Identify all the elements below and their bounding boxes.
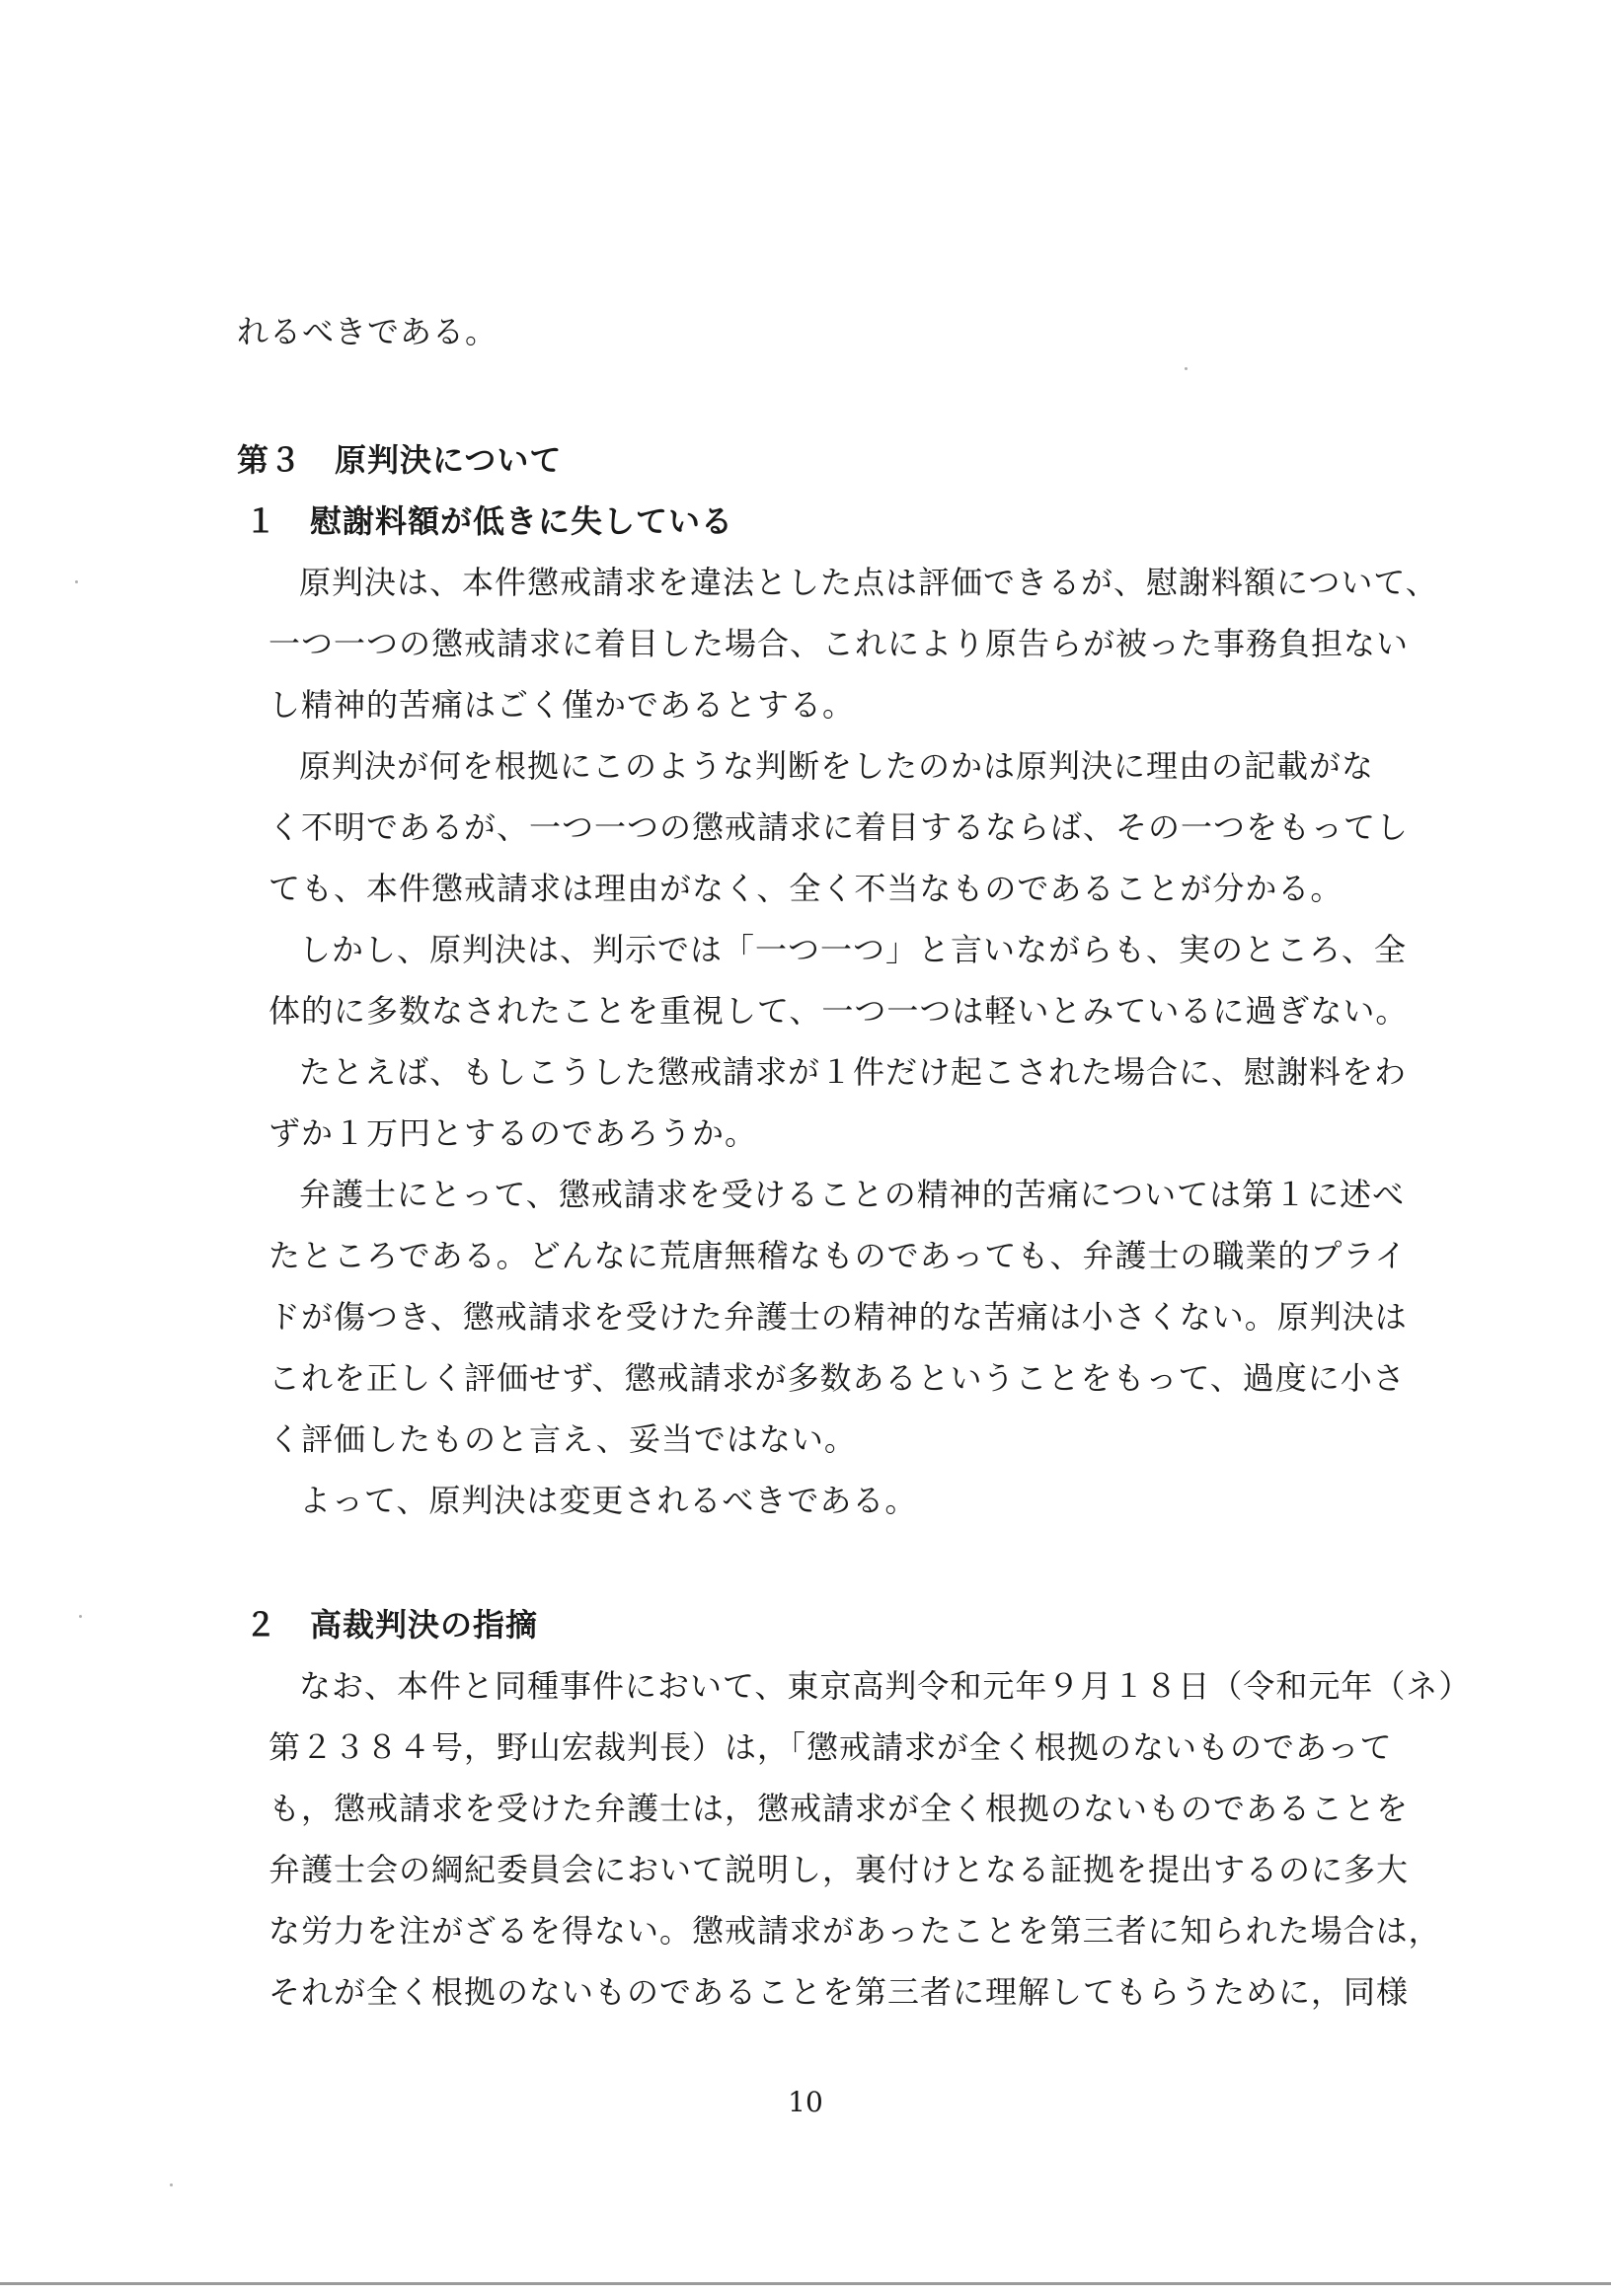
subsection-heading: ２ 高裁判決の指摘 xyxy=(245,1606,539,1644)
body-line: 一つ一つの懲戒請求に着目した場合、これにより原告らが被った事務負担ない xyxy=(268,625,1410,662)
body-line: も，懲戒請求を受けた弁護士は，懲戒請求が全く根拠のないものであることを xyxy=(268,1790,1410,1827)
body-line: 弁護士会の綱紀委員会において説明し，裏付けとなる証拠を提出するのに多大 xyxy=(268,1851,1410,1888)
body-line: それが全く根拠のないものであることを第三者に理解してもらうために，同様 xyxy=(268,1973,1410,2011)
scan-edge-line xyxy=(0,2282,1611,2285)
body-line: たところである。どんなに荒唐無稽なものであっても、弁護士の職業的プライ xyxy=(268,1237,1408,1274)
body-line: 第２３８４号，野山宏裁判長）は，「懲戒請求が全く根拠のないものであって xyxy=(268,1728,1393,1766)
body-line: ドが傷つき、懲戒請求を受けた弁護士の精神的な苦痛は小さくない。原判決は xyxy=(268,1298,1408,1336)
scan-speck xyxy=(75,580,78,583)
body-line: し精神的苦痛はごく僅かであるとする。 xyxy=(268,686,856,724)
body-line: ずか１万円とするのであろうか。 xyxy=(268,1114,758,1152)
body-line: な労力を注がざるを得ない。懲戒請求があったことを第三者に知られた場合は， xyxy=(268,1912,1441,1950)
body-line: 原判決が何を根拠にこのような判断をしたのかは原判決に理由の記載がな xyxy=(299,747,1375,785)
page-number: 10 xyxy=(788,2086,823,2118)
body-line: 原判決は、本件懲戒請求を違法とした点は評価できるが、慰謝料額について、 xyxy=(299,564,1438,601)
subsection-heading: １ 慰謝料額が低きに失している xyxy=(245,502,734,540)
body-line: れるべきである。 xyxy=(237,313,499,350)
body-line: 体的に多数なされたことを重視して、一つ一つは軽いとみているに過ぎない。 xyxy=(268,992,1409,1030)
scan-speck xyxy=(170,2183,173,2186)
body-line: しかし、原判決は、判示では「一つ一つ」と言いながらも、実のところ、全 xyxy=(299,931,1408,968)
body-line: なお、本件と同種事件において、東京高判令和元年９月１８日（令和元年（ネ） xyxy=(299,1667,1472,1705)
body-line: く不明であるが、一つ一つの懲戒請求に着目するならば、その一つをもってし xyxy=(268,808,1410,846)
body-line: く評価したものと言え、妥当ではない。 xyxy=(268,1420,857,1458)
section-heading: 第３ 原判決について xyxy=(237,441,563,479)
body-line: 弁護士にとって、懲戒請求を受けることの精神的苦痛については第１に述べ xyxy=(299,1176,1406,1213)
body-line: よって、原判決は変更されるべきである。 xyxy=(299,1482,918,1519)
scan-speck xyxy=(79,1615,82,1618)
body-line: これを正しく評価せず、懲戒請求が多数あるということをもって、過度に小さ xyxy=(268,1359,1406,1397)
scan-speck xyxy=(1185,367,1188,370)
body-line: たとえば、もしこうした懲戒請求が１件だけ起こされた場合に、慰謝料をわ xyxy=(299,1053,1408,1091)
body-line: ても、本件懲戒請求は理由がなく、全く不当なものであることが分かる。 xyxy=(268,870,1343,907)
